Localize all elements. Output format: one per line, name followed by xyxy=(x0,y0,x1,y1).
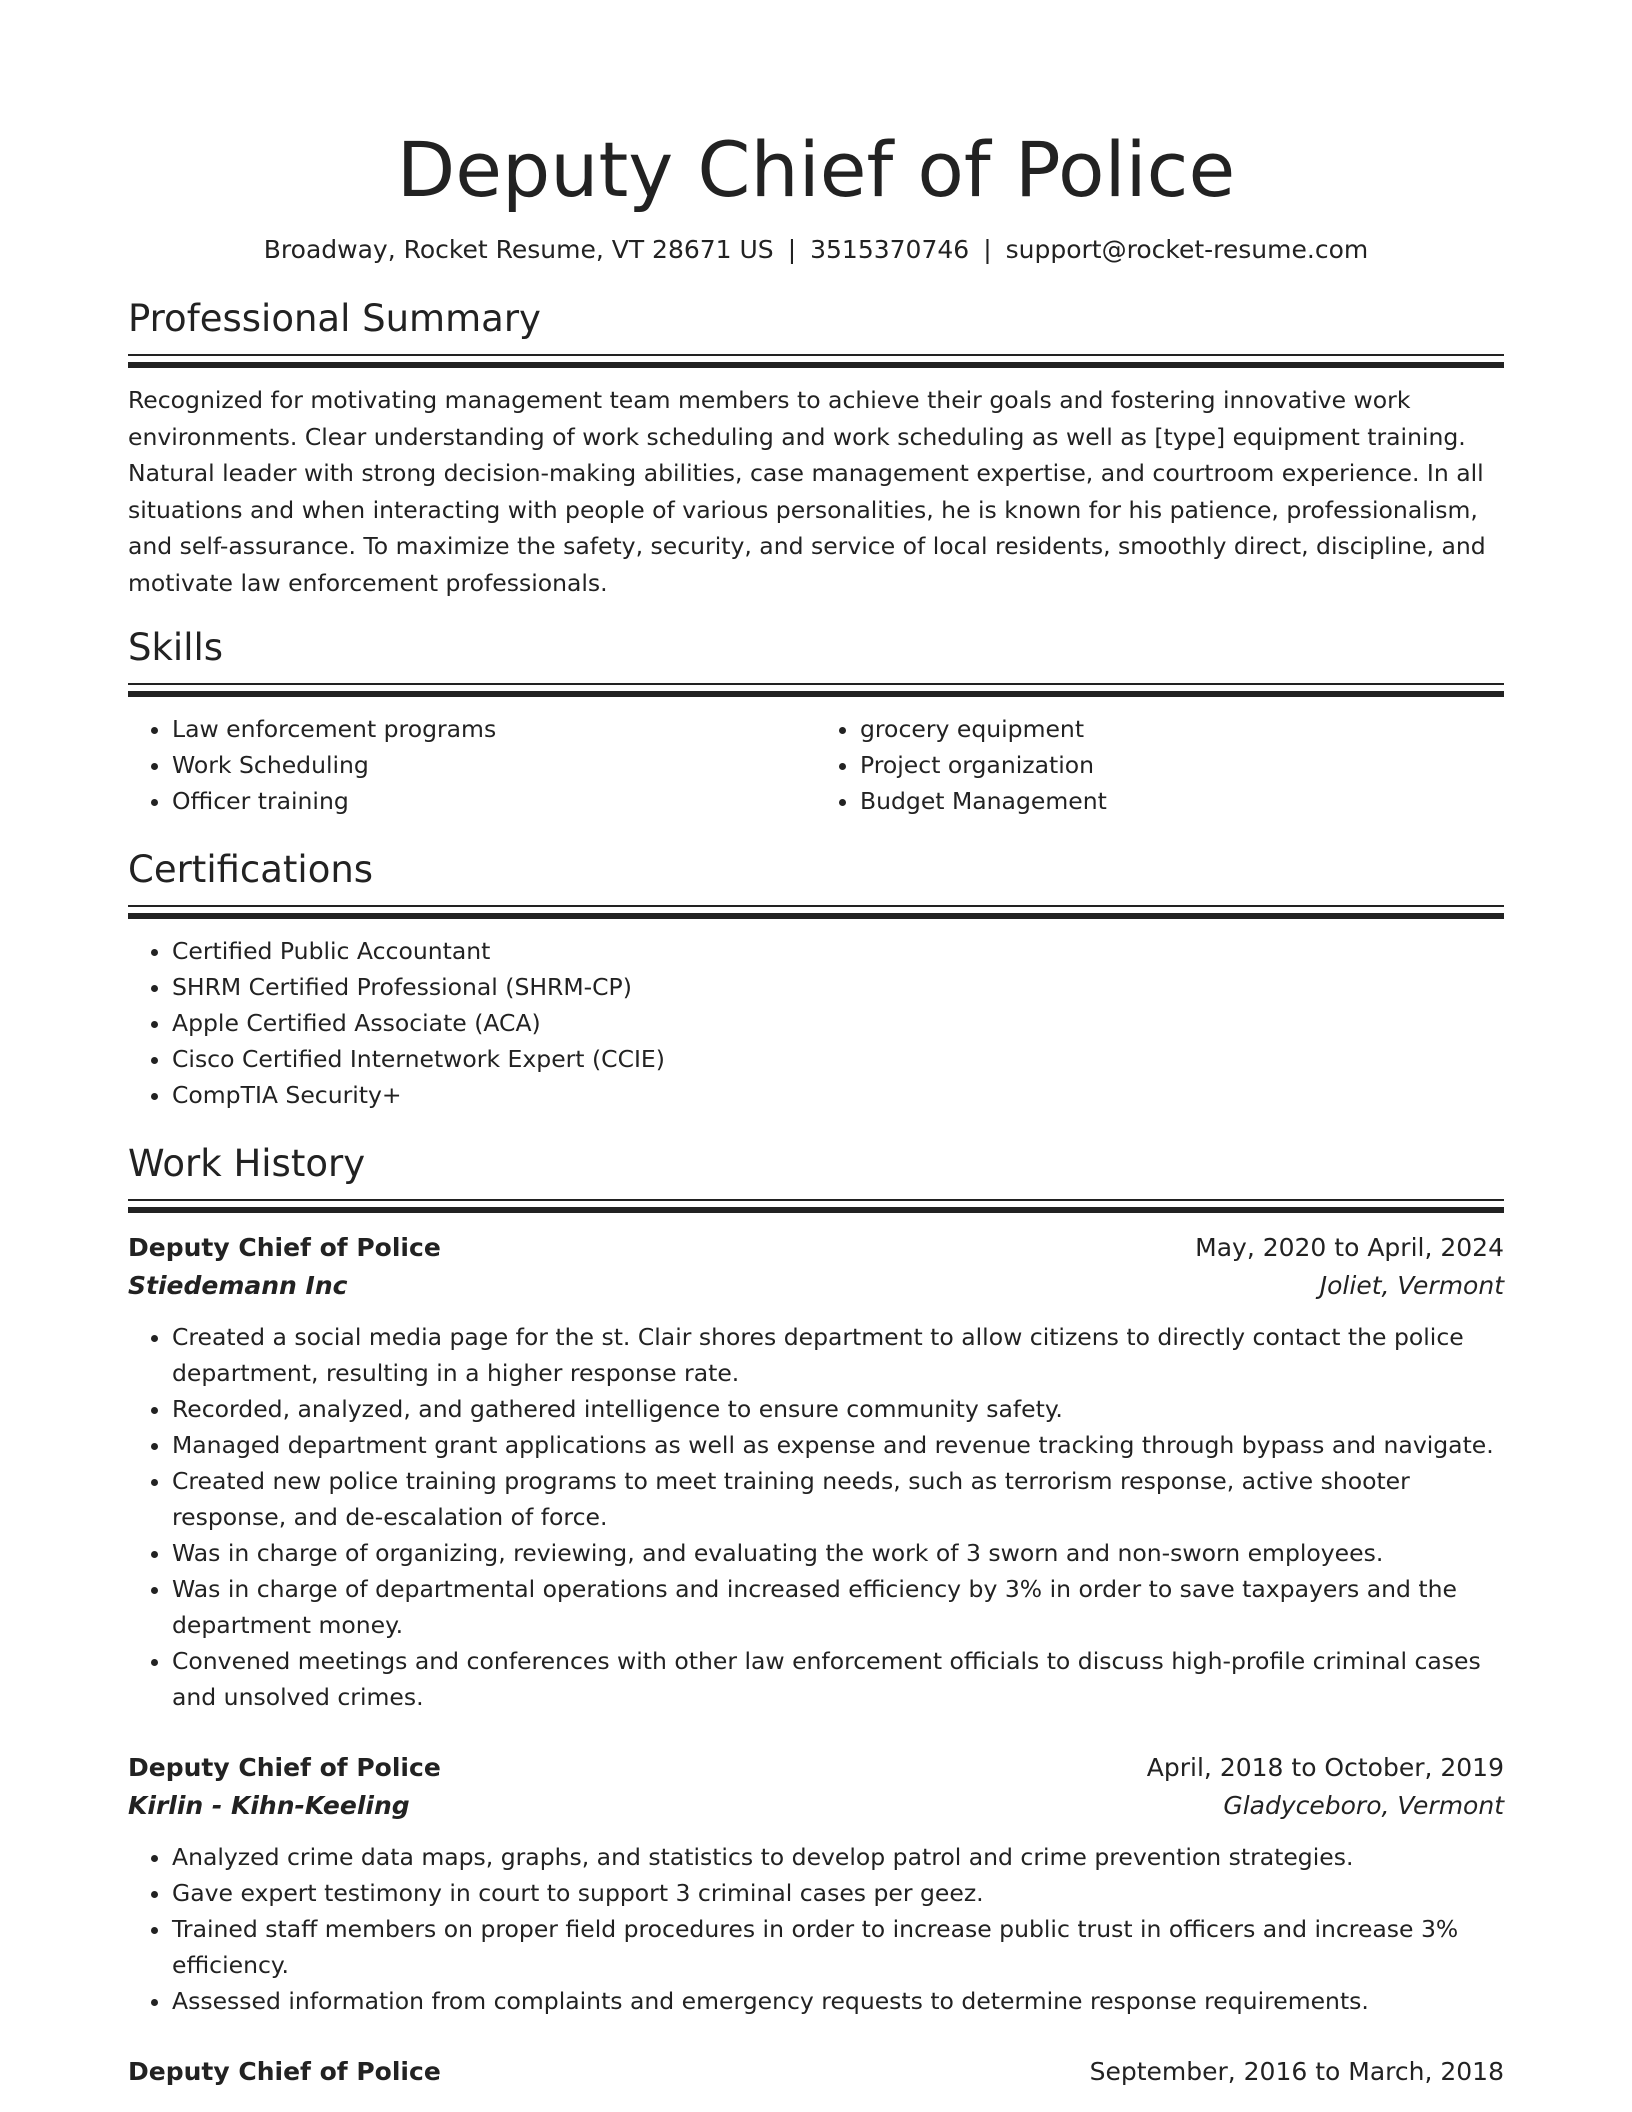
certification-item: • SHRM Certified Professional (SHRM-CP) xyxy=(172,969,1504,1005)
skill-item: • Work Scheduling xyxy=(172,747,816,783)
resume-page xyxy=(128,0,1504,2091)
job-bullet: • Analyzed crime data maps, graphs, and statistics to develop patrol and crime prevention strategies. xyxy=(172,1839,1504,1875)
certification-item: • CompTIA Security+ xyxy=(172,1077,1504,1113)
certifications-section xyxy=(128,847,1504,1113)
section-title-summary: Professional Summary xyxy=(128,297,541,340)
contact-separator: | xyxy=(983,235,992,264)
job-bullet: • Trained staff members on proper field procedures in order to increase public trust in officers and increase 3% efficiency. xyxy=(172,1911,1504,1983)
jobs-list xyxy=(128,1229,1504,2091)
job-bullet: • Gave expert testimony in court to support 3 criminal cases per geez. xyxy=(172,1875,1504,1911)
job-title-row xyxy=(128,1749,1504,1787)
contact-address: Broadway, Rocket Resume, VT 28671 US xyxy=(263,235,774,264)
section-divider xyxy=(128,1199,1504,1213)
contact-phone: 3515370746 xyxy=(810,235,970,264)
job-location: Joliet, Vermont xyxy=(1319,1271,1504,1300)
skills-list-right xyxy=(816,711,1504,819)
contact-line xyxy=(128,234,1504,266)
section-divider xyxy=(128,905,1504,919)
skills-grid xyxy=(128,697,1504,819)
job-company: Stiedemann Inc xyxy=(128,1271,348,1300)
certification-item: • Apple Certified Associate (ACA) xyxy=(172,1005,1504,1041)
job-dates: April, 2018 to October, 2019 xyxy=(1146,1753,1504,1782)
job-company: Kirlin - Kihn-Keeling xyxy=(128,1791,410,1820)
job-title-row xyxy=(128,2053,1504,2091)
work-history-section xyxy=(128,1141,1504,2091)
job-entry xyxy=(128,1229,1504,1715)
job-bullet: • Created a social media page for the st. Clair shores department to allow citizens to directly contact the police department, resulting in a higher response rate. xyxy=(172,1319,1504,1391)
job-bullet: • Created new police training programs to meet training needs, such as terrorism response, active shooter response, and de-escalation of force. xyxy=(172,1463,1504,1535)
section-title-skills: Skills xyxy=(128,626,224,669)
skill-item: • Law enforcement programs xyxy=(172,711,816,747)
skills-list-left xyxy=(128,711,816,819)
job-bullet: • Assessed information from complaints and emergency requests to determine response requirements. xyxy=(172,1983,1504,2019)
section-title-certifications: Certifications xyxy=(128,848,374,891)
section-title-work-history: Work History xyxy=(128,1142,366,1185)
skill-item: • grocery equipment xyxy=(860,711,1504,747)
certification-item: • Cisco Certified Internetwork Expert (CCIE) xyxy=(172,1041,1504,1077)
job-bullets xyxy=(128,1839,1504,2019)
job-bullet: • Managed department grant applications as well as expense and revenue tracking through bypass and navigate. xyxy=(172,1427,1504,1463)
job-bullets xyxy=(128,1319,1504,1715)
summary-section xyxy=(128,296,1504,601)
section-divider xyxy=(128,683,1504,697)
job-entry xyxy=(128,2053,1504,2091)
job-location: Gladyceboro, Vermont xyxy=(1223,1791,1504,1820)
job-bullet: • Recorded, analyzed, and gathered intelligence to ensure community safety. xyxy=(172,1391,1504,1427)
skills-section xyxy=(128,625,1504,819)
job-bullet: • Was in charge of departmental operations and increased efficiency by 3% in order to save taxpayers and the department money. xyxy=(172,1571,1504,1643)
section-divider xyxy=(128,354,1504,368)
skill-item: • Officer training xyxy=(172,783,816,819)
job-bullet: • Convened meetings and conferences with other law enforcement officials to discuss high-profile criminal cases and unsolved crimes. xyxy=(172,1643,1504,1715)
job-dates: May, 2020 to April, 2024 xyxy=(1195,1233,1504,1262)
job-company-row xyxy=(128,1787,1504,1825)
contact-separator: | xyxy=(787,235,797,264)
certification-item: • Certified Public Accountant xyxy=(172,933,1504,969)
skill-item: • Project organization xyxy=(860,747,1504,783)
skill-item: • Budget Management xyxy=(860,783,1504,819)
job-title: Deputy Chief of Police xyxy=(128,1233,441,1262)
certifications-list xyxy=(128,933,1504,1113)
job-entry xyxy=(128,1749,1504,2019)
job-bullet: • Was in charge of organizing, reviewing, and evaluating the work of 3 sworn and non-sworn employees. xyxy=(172,1535,1504,1571)
job-title-row xyxy=(128,1229,1504,1267)
job-title: Deputy Chief of Police xyxy=(128,1753,441,1782)
job-company-row xyxy=(128,1267,1504,1305)
resume-name: Deputy Chief of Police xyxy=(396,125,1236,214)
summary-text: Recognized for motivating management team members to achieve their goals and fostering innovative work environments. Clear understanding of work scheduling and work scheduling as well as [type] equipment training. Natural leader with strong decision-making abilities, case management expertise, and courtroom experience. In all situations and when interacting with people of various personalities, he is known for his patience, professionalism, and self-assurance. To maximize the safety, security, and service of local residents, smoothly direct, discipline, and motivate law enforcement professionals. xyxy=(128,386,1486,597)
job-dates: September, 2016 to March, 2018 xyxy=(1089,2057,1504,2086)
job-title: Deputy Chief of Police xyxy=(128,2057,441,2086)
contact-email: support@rocket-resume.com xyxy=(1005,235,1369,264)
